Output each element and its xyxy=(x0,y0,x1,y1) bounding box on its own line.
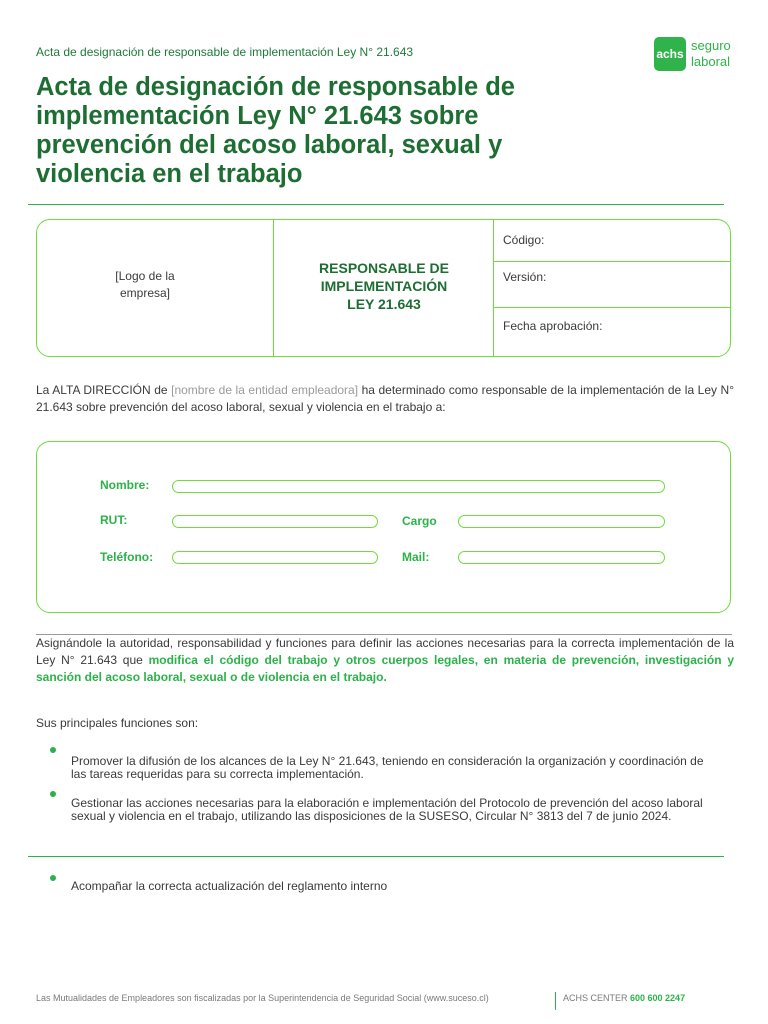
title-line-2: implementación Ley N° 21.643 sobre xyxy=(36,102,479,130)
mail-field[interactable] xyxy=(458,551,665,564)
footer-achs-center xyxy=(563,993,685,1003)
resp-line-1: RESPONSABLE DE xyxy=(319,260,449,276)
title-line-3: prevención del acoso laboral, sexual y xyxy=(36,131,503,159)
bullet-icon xyxy=(50,875,56,881)
responsible-heading xyxy=(295,259,473,313)
functions-divider xyxy=(28,856,724,857)
codigo-label: Código: xyxy=(503,233,545,247)
bullet-icon xyxy=(50,791,56,797)
bullet-icon xyxy=(50,747,56,753)
achs-logo-text xyxy=(691,38,731,70)
logo-line-1: seguro xyxy=(691,38,731,53)
nombre-label: Nombre: xyxy=(100,478,150,492)
function-item-1: Promover la difusión de los alcances de la Ley N° 21.643, teniendo en consideración la organización y coordinación de las tareas requeridas para su correcta implementación. xyxy=(71,754,704,781)
footer-separator xyxy=(555,992,556,1010)
achs-logo-mark: achs xyxy=(654,37,686,71)
nombre-field[interactable] xyxy=(172,480,665,493)
assign-highlight: modifica el código del trabajo y otros cuerpos legales, en materia de prevención, investigación y sanción del acoso laboral, sexual o de violencia en el trabajo. xyxy=(36,653,735,684)
functions-heading: Sus principales funciones son: xyxy=(36,716,199,730)
info-box-divider-1 xyxy=(273,220,274,357)
intro-part-1: La ALTA DIRECCIÓN de xyxy=(36,383,172,397)
footer-disclaimer: Las Mutualidades de Empleadores son fiscalizadas por la Superintendencia de Seguridad Social (www.suceso.cl) xyxy=(36,993,489,1003)
function-item-3: Acompañar la correcta actualización del reglamento interno xyxy=(71,879,388,893)
cargo-field[interactable] xyxy=(458,515,665,528)
header-doc-title: Acta de designación de responsable de implementación Ley N° 21.643 xyxy=(36,45,414,59)
title-line-1: Acta de designación de responsable de xyxy=(36,73,515,101)
mail-label: Mail: xyxy=(402,550,430,564)
page-title xyxy=(36,73,596,189)
intro-paragraph xyxy=(36,382,734,416)
cargo-label: Cargo xyxy=(402,514,437,528)
entity-name-placeholder: [nombre de la entidad empleadora] xyxy=(171,383,359,397)
logo-line-2: laboral xyxy=(691,54,731,69)
telefono-field[interactable] xyxy=(172,551,378,564)
rut-label: RUT: xyxy=(100,513,128,527)
resp-line-3: LEY 21.643 xyxy=(347,296,421,312)
title-line-4: violencia en el trabajo xyxy=(36,160,303,188)
info-box-row-divider-2 xyxy=(494,307,730,308)
version-label: Versión: xyxy=(503,270,547,284)
intro-part-2: ha determinado como responsable de la implementación de la Ley N° 21.643 sobre prevención del acoso laboral, sexual y violencia en el trabajo a: xyxy=(36,383,735,414)
company-logo-placeholder: [Logo de la empresa] xyxy=(115,269,175,300)
function-item-2: Gestionar las acciones necesarias para la elaboración e implementación del Protocolo de prevención del acoso laboral sexual y violencia en el trabajo, utilizando las disposiciones de la SUSESO, Circular N° 3813 del 7 de junio 2024. xyxy=(71,796,703,823)
info-box-row-divider-1 xyxy=(494,261,730,262)
assignment-paragraph xyxy=(36,635,734,686)
title-divider xyxy=(28,204,724,205)
fecha-aprobacion-label: Fecha aprobación: xyxy=(503,319,603,333)
achs-center-phone: 600 600 2247 xyxy=(630,993,686,1003)
info-box-divider-2 xyxy=(493,220,494,357)
resp-line-2: IMPLEMENTACIÓN xyxy=(320,278,448,294)
rut-field[interactable] xyxy=(172,515,378,528)
achs-center-label: ACHS CENTER xyxy=(563,993,631,1003)
assign-part-1: Asignándole la autoridad, responsabilidad y funciones para definir las acciones necesarias para la correcta implementación de la Ley N° 21.643 que xyxy=(36,636,734,667)
telefono-label: Teléfono: xyxy=(100,550,154,564)
